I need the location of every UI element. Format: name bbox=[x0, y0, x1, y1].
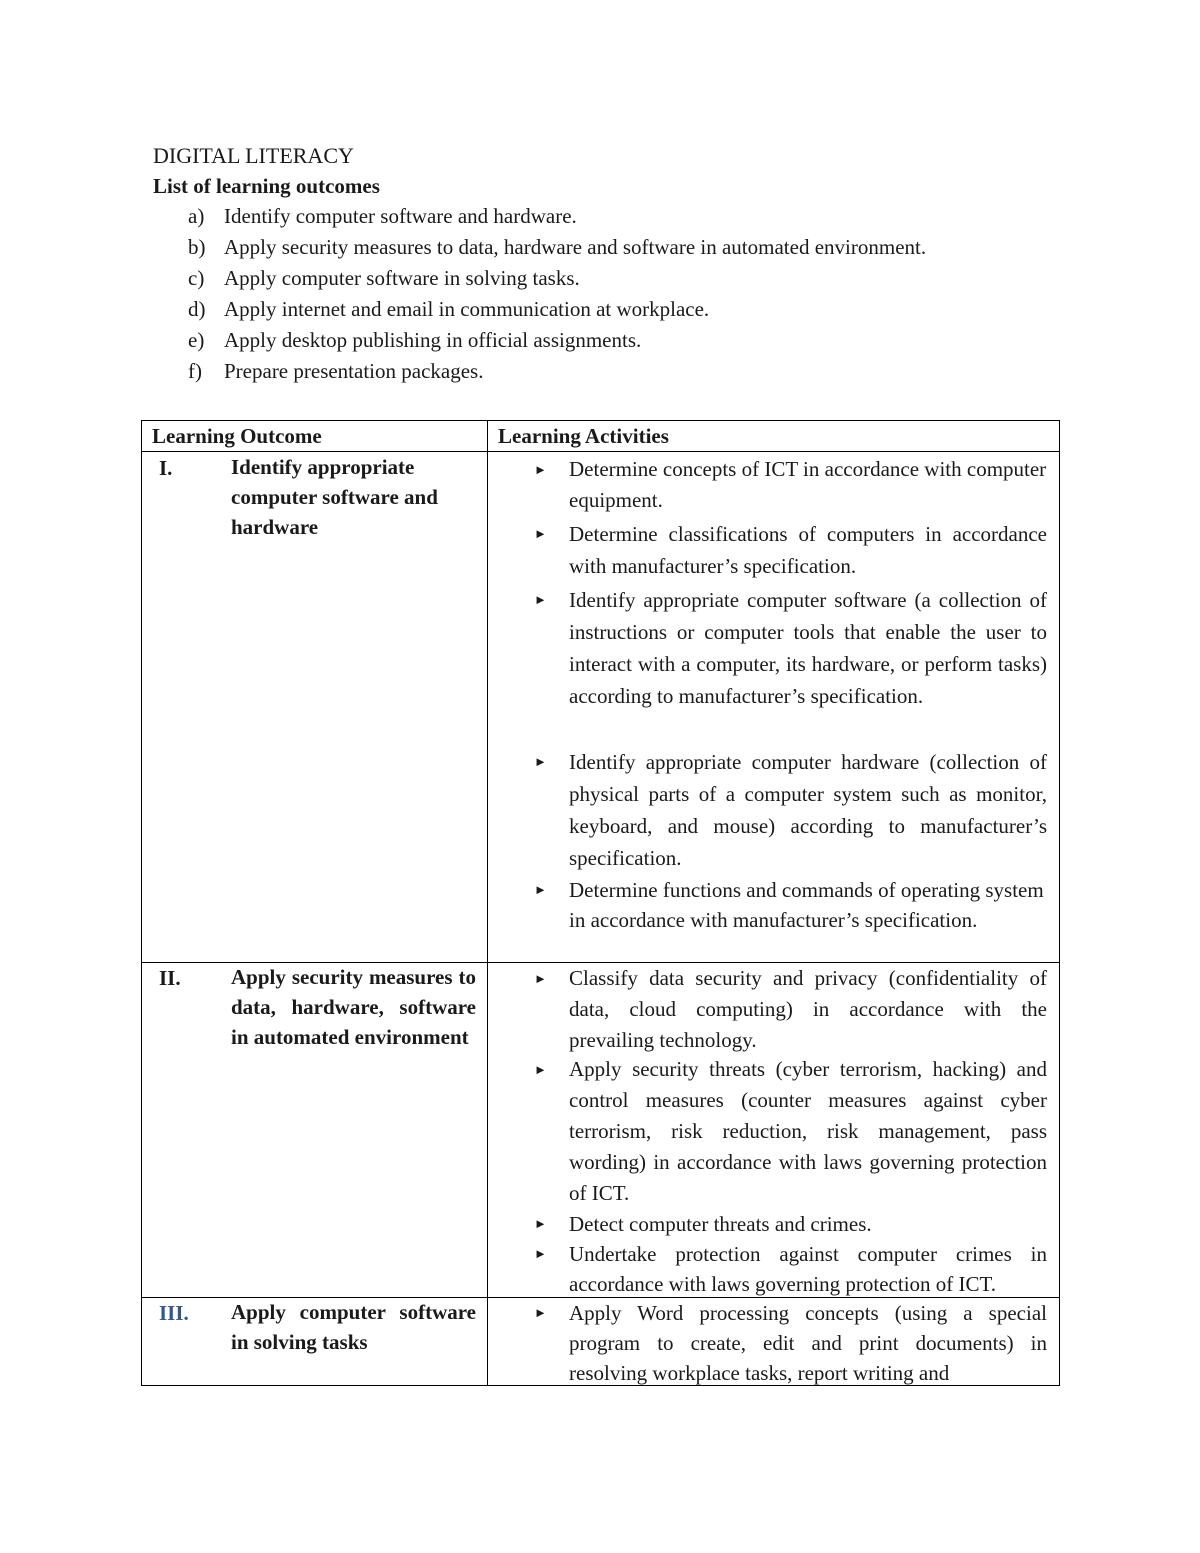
list-heading: List of learning outcomes bbox=[153, 174, 380, 198]
table-border-top bbox=[141, 420, 1060, 421]
list-item-text: Prepare presentation packages. bbox=[224, 359, 484, 383]
row-numeral: III. bbox=[159, 1301, 189, 1325]
right-pointing-triangle-icon: ► bbox=[534, 971, 547, 986]
row-numeral: II. bbox=[159, 966, 181, 990]
table-border-right bbox=[1059, 420, 1060, 1386]
table-border-left bbox=[141, 420, 142, 1386]
list-item-letter: a) bbox=[188, 204, 205, 228]
list-item-text: Apply internet and email in communication at workplace. bbox=[224, 297, 710, 321]
column-header-outcome: Learning Outcome bbox=[152, 424, 322, 448]
activity-text: Determine classifications of computers in accordance with manufacturer’s specification. bbox=[569, 522, 1047, 578]
list-item-text: Apply desktop publishing in official assignments. bbox=[224, 328, 642, 352]
right-pointing-triangle-icon: ► bbox=[534, 592, 547, 607]
right-pointing-triangle-icon: ► bbox=[534, 1216, 547, 1231]
right-pointing-triangle-icon: ► bbox=[534, 1246, 547, 1261]
list-item-letter: f) bbox=[188, 359, 202, 383]
activity-text: Detect computer threats and crimes. bbox=[569, 1212, 872, 1236]
right-pointing-triangle-icon: ► bbox=[534, 754, 547, 769]
list-item-text: Identify computer software and hardware. bbox=[224, 204, 577, 228]
right-pointing-triangle-icon: ► bbox=[534, 882, 547, 897]
list-item-letter: e) bbox=[188, 328, 205, 352]
outcomes-table bbox=[141, 420, 1060, 1386]
column-header-activities: Learning Activities bbox=[498, 424, 669, 448]
row-outcome: Identify appropriate computer software and hardware bbox=[231, 455, 438, 539]
activity-text: Classify data security and privacy (confidentiality of data, cloud computing) in accordance with the prevailing technology. bbox=[569, 966, 1047, 1052]
list-item-letter: c) bbox=[188, 266, 205, 290]
activity-text: Identify appropriate computer software (a collection of instructions or computer tools that enable the user to interact with a computer, its hardware, or perform tasks) according to manufacturer’s specification. bbox=[569, 588, 1047, 708]
right-pointing-triangle-icon: ► bbox=[534, 1305, 547, 1320]
activity-text: Determine concepts of ICT in accordance with computer equipment. bbox=[569, 457, 1047, 512]
document-title: DIGITAL LITERACY bbox=[153, 143, 354, 168]
activity-text: Undertake protection against computer crimes in accordance with laws governing protection of ICT. bbox=[569, 1242, 1047, 1296]
right-pointing-triangle-icon: ► bbox=[534, 1062, 547, 1077]
column-divider bbox=[487, 420, 488, 1386]
list-item-text: Apply security measures to data, hardware and software in automated environment. bbox=[224, 235, 927, 259]
row-outcome: Apply computer software in solving tasks bbox=[231, 1300, 476, 1354]
activity-text: Identify appropriate computer hardware (collection of physical parts of a computer system such as monitor, keyboard, and mouse) according to manufacturer’s specification. bbox=[569, 750, 1047, 870]
activity-text: Apply security threats (cyber terrorism, hacking) and control measures (counter measures against cyber terrorism, risk reduction, risk management, pass wording) in accordance with laws governing protection of ICT. bbox=[569, 1057, 1047, 1205]
list-item-letter: d) bbox=[188, 297, 206, 321]
activity-text: Determine functions and commands of operating system in accordance with manufacturer’s specification. bbox=[569, 878, 1044, 932]
right-pointing-triangle-icon: ► bbox=[534, 526, 547, 541]
list-item-letter: b) bbox=[188, 235, 206, 259]
list-item-text: Apply computer software in solving tasks. bbox=[224, 266, 580, 290]
row-outcome: Apply security measures to data, hardware, software in automated environment bbox=[231, 965, 476, 1049]
right-pointing-triangle-icon: ► bbox=[534, 462, 547, 477]
row-numeral: I. bbox=[159, 456, 173, 480]
activity-text: Apply Word processing concepts (using a special program to create, edit and print documents) in resolving workplace tasks, report writing and bbox=[569, 1301, 1047, 1385]
